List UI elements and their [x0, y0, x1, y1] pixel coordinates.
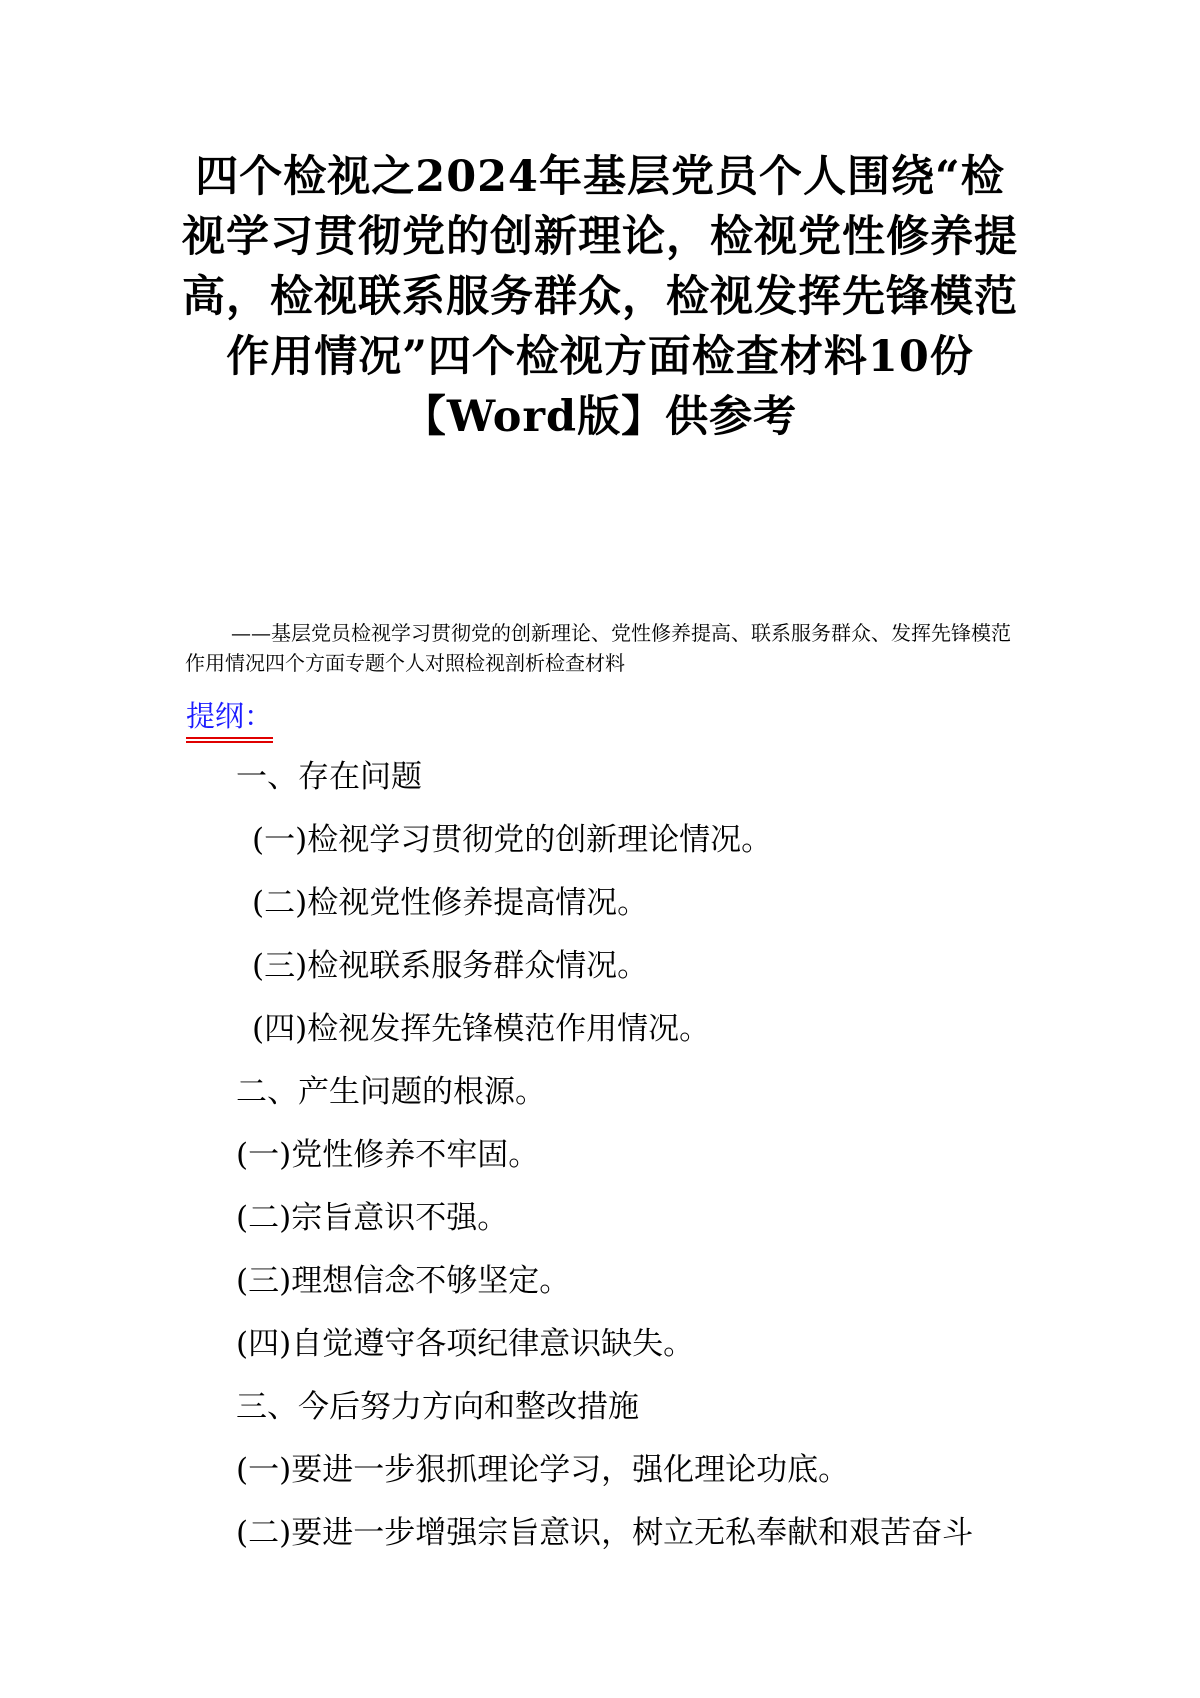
outline-item: (一)党性修养不牢固。 — [236, 1137, 540, 1173]
outline-label: 提纲： — [186, 698, 273, 739]
outline-item: (二)检视党性修养提高情况。 — [252, 885, 649, 921]
outline-item: (一)检视学习贯彻党的创新理论情况。 — [252, 822, 773, 858]
outline-item: 一、存在问题 — [236, 759, 422, 795]
outline-item: (四)自觉遵守各项纪律意识缺失。 — [236, 1326, 695, 1362]
outline-item: 三、今后努力方向和整改措施 — [236, 1389, 639, 1425]
outline-item: (二)要进一步增强宗旨意识，树立无私奉献和艰苦奋斗 — [236, 1515, 974, 1551]
outline-item: (三)检视联系服务群众情况。 — [252, 948, 649, 984]
document-subtitle: ——基层党员检视学习贯彻党的创新理论、党性修养提高、联系服务群众、发挥先锋模范作用情况四个方面专题个人对照检视剖析检查材料 — [185, 621, 1011, 675]
outline-item: (二)宗旨意识不强。 — [236, 1200, 509, 1236]
outline-item: (三)理想信念不够坚定。 — [236, 1263, 571, 1299]
outline-item: (一)要进一步狠抓理论学习，强化理论功底。 — [236, 1452, 850, 1488]
document-title: 四个检视之2024年基层党员个人围绕“检视学习贯彻党的创新理论，检视党性修养提高，检视联系服务群众，检视发挥先锋模范作用情况”四个检视方面检查材料10份【Word版】供参考 — [182, 152, 1018, 442]
outline-item: (四)检视发挥先锋模范作用情况。 — [252, 1011, 711, 1047]
outline-item: 二、产生问题的根源。 — [236, 1074, 546, 1110]
